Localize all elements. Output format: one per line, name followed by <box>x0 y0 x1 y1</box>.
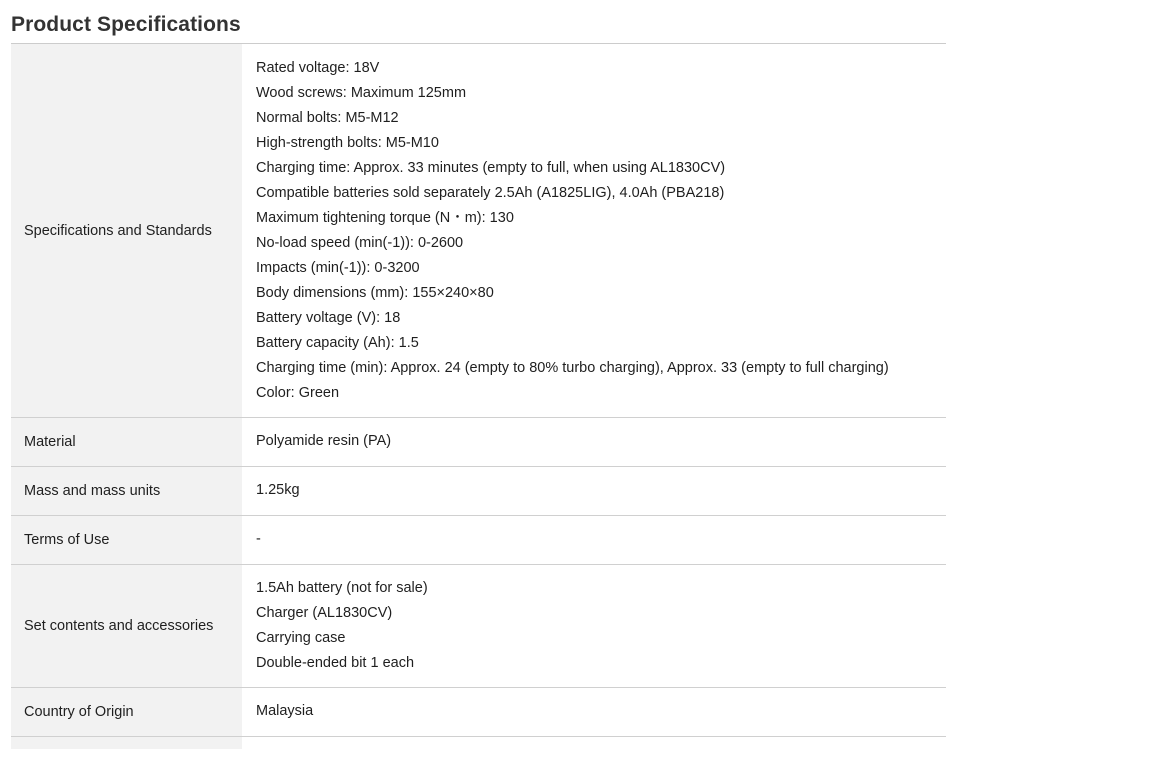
spec-line: Compatible batteries sold separately 2.5Ah (A1825LIG), 4.0Ah (PBA218) <box>256 185 725 201</box>
row-value-terms-of-use <box>242 516 946 564</box>
spec-line: Wood screws: Maximum 125mm <box>256 85 467 101</box>
spec-line: - <box>256 531 261 547</box>
spec-line: Maximum tightening torque (N・m): 130 <box>256 210 514 226</box>
spec-line: Battery voltage (V): 18 <box>256 310 401 326</box>
row-label-terms-of-use: Terms of Use <box>11 516 242 564</box>
row-label-material: Material <box>11 418 242 466</box>
spec-line: Rated voltage: 18V <box>256 60 380 76</box>
row-value-mass <box>242 467 946 515</box>
spec-line: Double-ended bit 1 each <box>256 655 415 671</box>
row-label-set-contents: Set contents and accessories <box>11 565 242 687</box>
spec-line: Malaysia <box>256 703 314 719</box>
spec-line: Polyamide resin (PA) <box>256 433 392 449</box>
spec-line: Battery capacity (Ah): 1.5 <box>256 335 419 351</box>
spec-line: 1.5Ah battery (not for sale) <box>256 580 428 596</box>
spec-line: Body dimensions (mm): 155×240×80 <box>256 285 494 301</box>
spec-line: 1.25kg <box>256 482 300 498</box>
spec-line: Carrying case <box>256 630 346 646</box>
spec-line: No-load speed (min(-1)): 0-2600 <box>256 235 464 251</box>
row-value-material <box>242 418 946 466</box>
spec-line: Charger (AL1830CV) <box>256 605 393 621</box>
spec-table <box>11 43 946 749</box>
spec-line: Charging time: Approx. 33 minutes (empty to full, when using AL1830CV) <box>256 160 726 176</box>
table-row <box>11 44 946 418</box>
row-value-specifications <box>242 44 946 417</box>
table-row <box>11 565 946 688</box>
row-label-specifications: Specifications and Standards <box>11 44 242 417</box>
row-value-set-contents <box>242 565 946 687</box>
row-value-cut-off <box>242 737 946 749</box>
row-value-country-of-origin <box>242 688 946 736</box>
table-row <box>11 467 946 516</box>
table-row <box>11 688 946 737</box>
spec-line: Normal bolts: M5-M12 <box>256 110 399 126</box>
row-label-mass: Mass and mass units <box>11 467 242 515</box>
table-row-partial <box>11 737 946 749</box>
row-label-cut-off <box>11 737 242 749</box>
table-row <box>11 516 946 565</box>
page-title: Product Specifications <box>11 13 241 36</box>
spec-line: Impacts (min(-1)): 0-3200 <box>256 260 420 276</box>
table-row <box>11 418 946 467</box>
spec-line: Color: Green <box>256 385 340 401</box>
row-label-country-of-origin: Country of Origin <box>11 688 242 736</box>
spec-line: High-strength bolts: M5-M10 <box>256 135 439 151</box>
spec-line: Charging time (min): Approx. 24 (empty to 80% turbo charging), Approx. 33 (empty to full charging) <box>256 360 889 376</box>
